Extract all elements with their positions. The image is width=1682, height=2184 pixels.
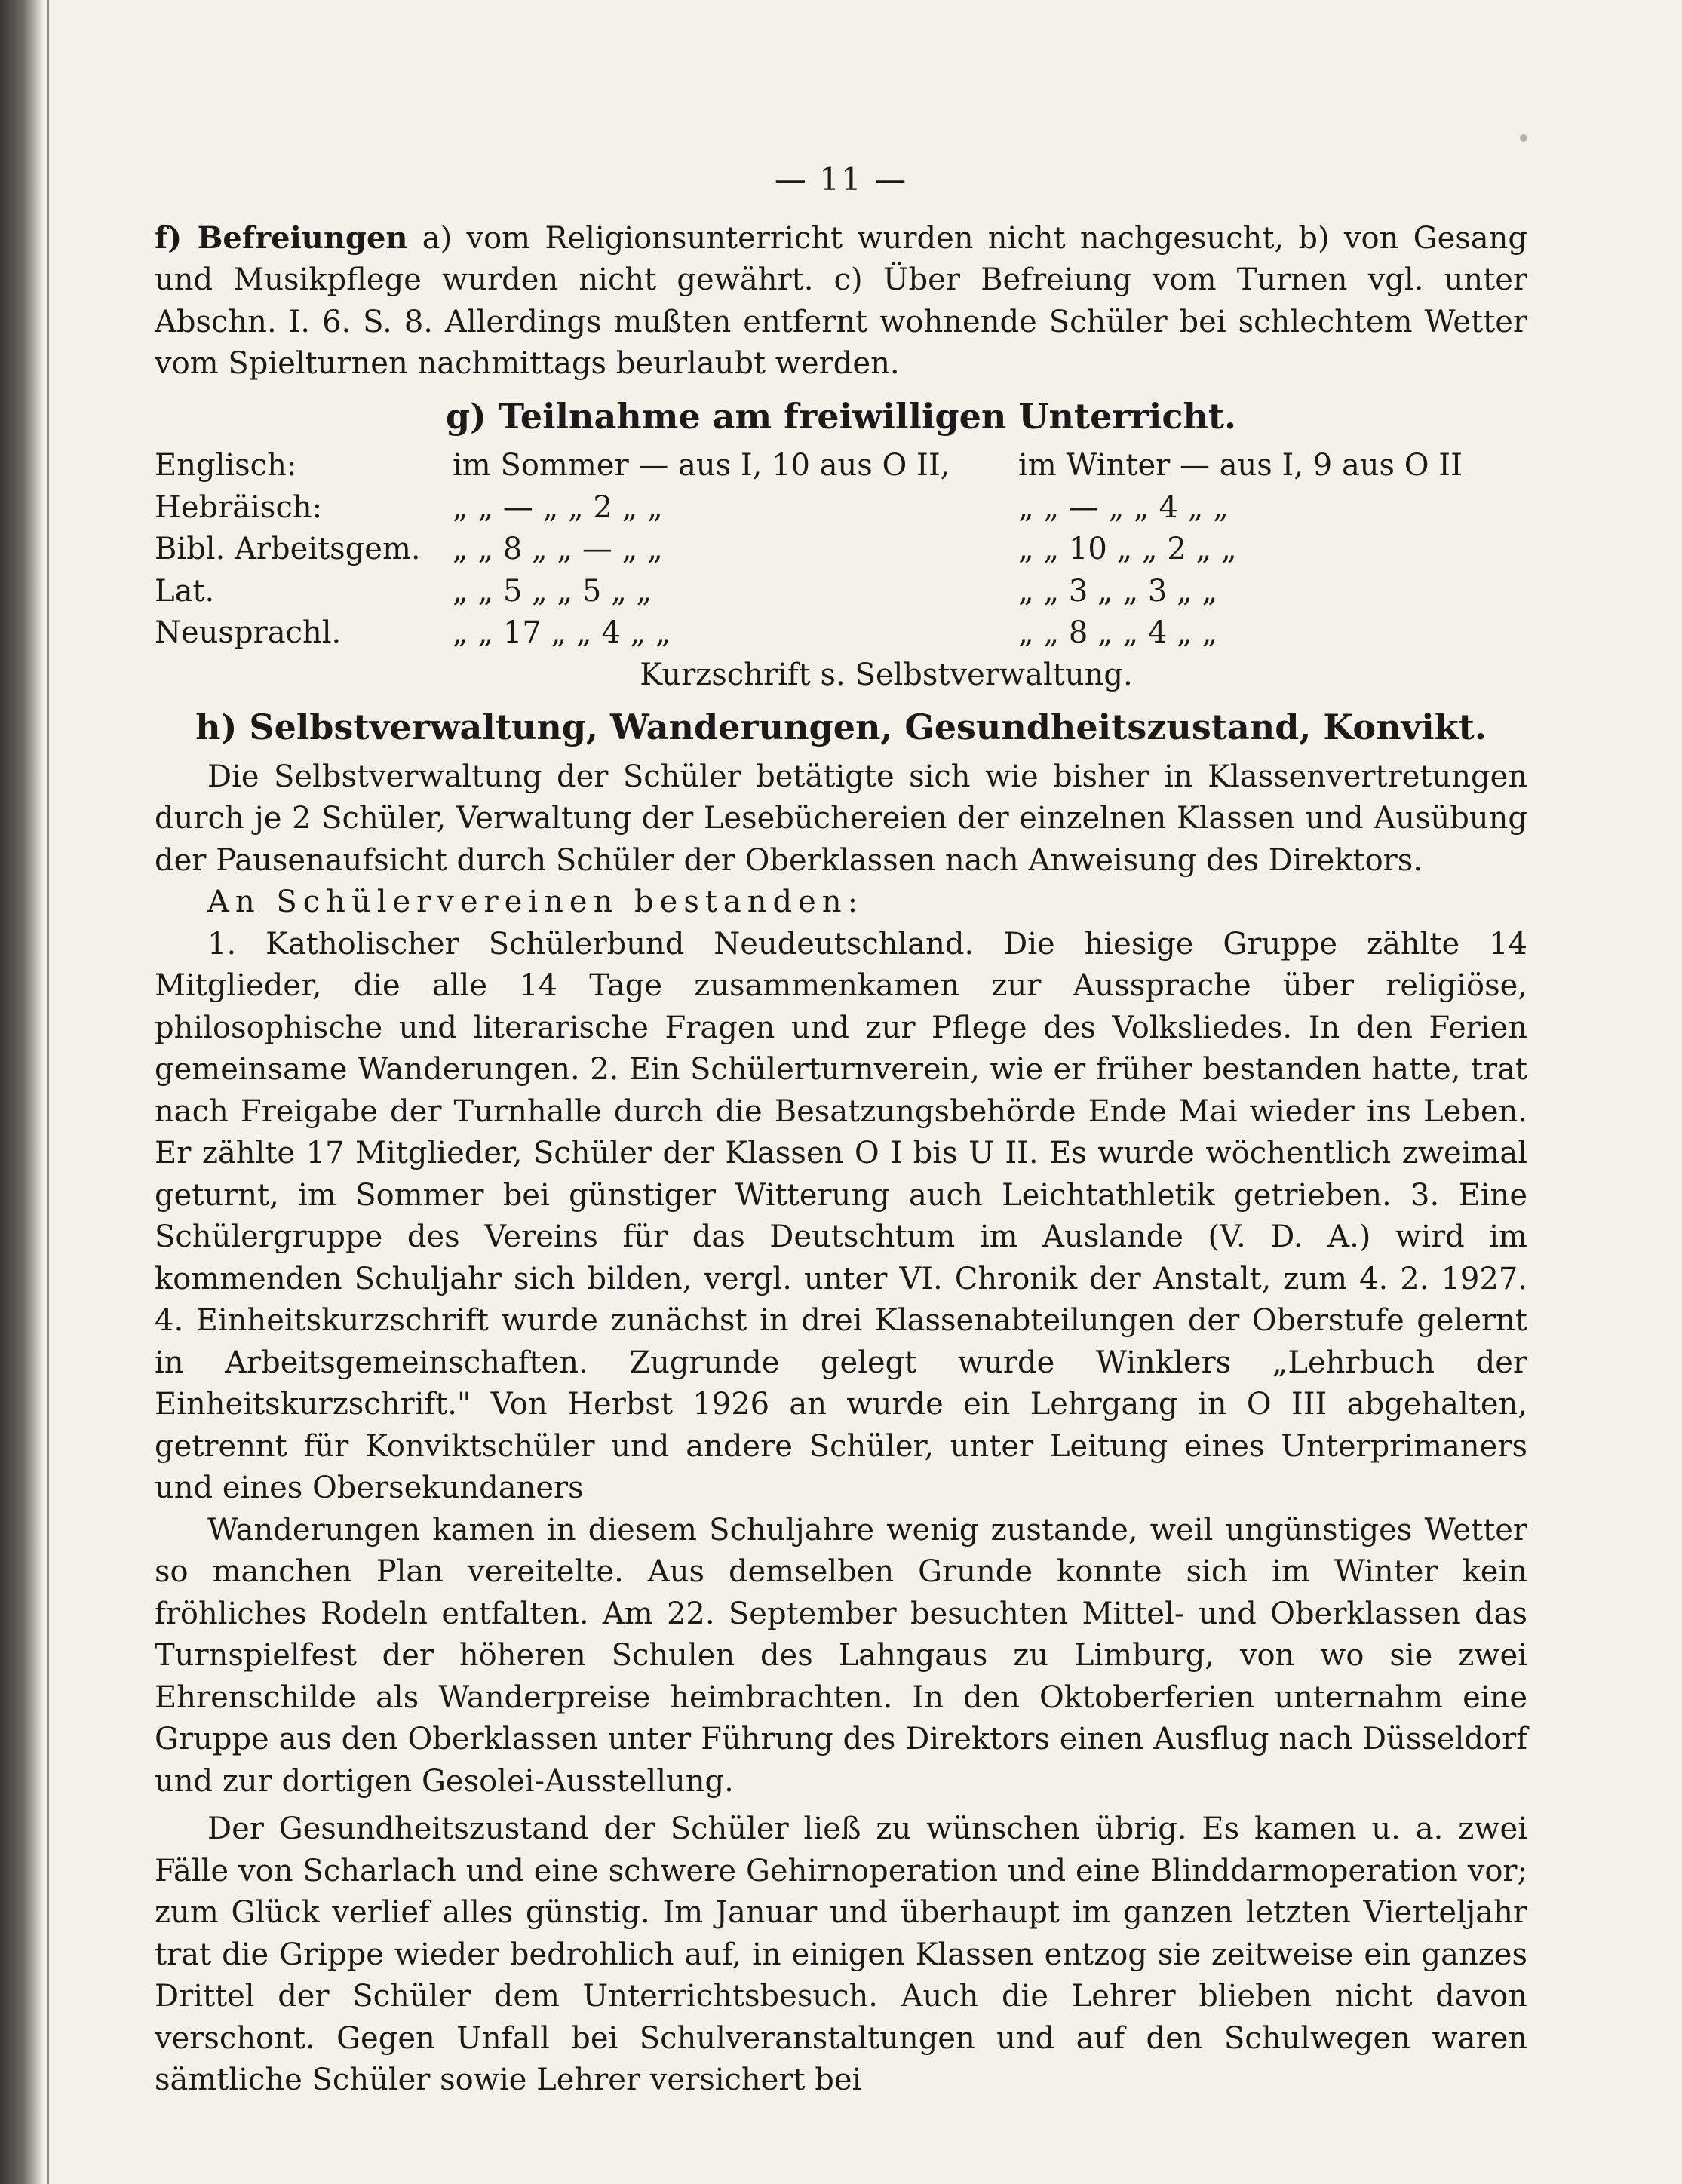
self-administration-paragraph: Die Selbstverwaltung der Schüler betätigte sich wie bisher in Klassenvertretungen durch je 2 Schüler, Verwaltung der Lesebüchereien der einzelnen Klassen und Ausübung der Pausenaufsicht durch Schüler der Oberklassen nach Anweisung des Direktors.	[155, 759, 1527, 878]
winter-cell: im Winter — aus I, 9 aus O II	[1018, 448, 1463, 483]
hiking-paragraph: Wanderungen kamen in diesem Schuljahre wenig zustande, weil ungünstiges Wetter so manchen Plan vereitelte. Aus demselben Grunde konnte sich im Winter kein fröhliches Rodeln entfalten. Am 22. September besuchten Mittel- und Oberklassen das Turnspielfest der höheren Schulen des Lahngaus zu Limburg, von wo sie zwei Ehrenschilde als Wanderpreise heimbrachten. In den Oktoberferien unternahm eine Gruppe aus den Oberklassen unter Führung des Direktors einen Ausflug nach Düsseldorf und zur dortigen Gesolei-Ausstellung.	[155, 1512, 1527, 1799]
table-row	[155, 571, 1527, 613]
student-clubs-heading: An Schülervereinen bestanden:	[207, 885, 864, 919]
winter-cell: „ „ 8 „ „ 4 „ „	[1018, 615, 1218, 650]
summer-cell: „ „ 17 „ „ 4 „ „	[453, 615, 671, 650]
winter-cell: „ „ 10 „ „ 2 „ „	[1018, 532, 1237, 566]
book-binding-shadow	[0, 0, 44, 2184]
paper-spot	[1520, 134, 1527, 142]
health-paragraph: Der Gesundheitszustand der Schüler ließ zu wünschen übrig. Es kamen u. a. zwei Fälle von Scharlach und eine schwere Gehirnoperation und eine Blinddarmoperation vor; zum Glück verlief alles günstig. Im Januar und überhaupt im ganzen letzten Vierteljahr trat die Grippe wieder bedrohlich auf, in einigen Klassen entzog sie zeitweise ein ganzes Drittel der Schüler dem Unterrichtsbesuch. Auch die Lehrer blieben nicht davon verschont. Gegen Unfall bei Schulveranstaltungen und auf den Schulwegen waren sämtliche Schüler sowie Lehrer versichert bei	[155, 1811, 1527, 2097]
summer-cell: „ „ 5 „ „ 5 „ „	[453, 573, 652, 609]
subject-cell: Lat.	[155, 573, 215, 609]
binding-edge	[47, 0, 49, 2184]
student-clubs-paragraph: 1. Katholischer Schülerbund Neudeutschland. Die hiesige Gruppe zählte 14 Mitglieder, die alle 14 Tage zusammenkamen zur Aussprache über religiöse, philosophische und literarische Fragen und zur Pflege des Volksliedes. In den Ferien gemeinsame Wanderungen. 2. Ein Schülerturnverein, wie er früher bestanden hatte, trat nach Freigabe der Turnhalle durch die Besatzungsbehörde Ende Mai wieder ins Leben. Er zählte 17 Mitglieder, Schüler der Klassen O I bis U II. Es wurde wöchentlich zweimal geturnt, im Sommer bei günstiger Witterung auch Leichtathletik getrieben. 3. Eine Schülergruppe des Vereins für das Deutschtum im Auslande (V. D. A.) wird im kommenden Schuljahr sich bilden, vergl. unter VI. Chronik der Anstalt, zum 4. 2. 1927. 4. Einheitskurzschrift wurde zunächst in drei Klassenabteilungen der Oberstufe gelernt in Arbeitsgemeinschaften. Zugrunde gelegt wurde Winklers „Lehrbuch der Einheitskurzschrift." Von Herbst 1926 an wurde ein Lehrgang in O III abgehalten, getrennt für Konviktschüler und andere Schüler, unter Leitung eines Unterprimaners und eines Obersekundaners	[155, 926, 1527, 1505]
subject-cell: Neusprachl.	[155, 615, 342, 650]
table-row	[155, 445, 1527, 487]
section-f-text: a) vom Religionsunterricht wurden nicht nachgesucht, b) von Gesang und Musikpflege wurden nicht gewährt. c) Über Befreiung vom Turnen vgl. unter Abschn. I. 6. S. 8. Allerdings mußten entfernt wohnende Schüler bei schlechtem Wetter vom Spielturnen nachmittags beurlaubt werden.	[155, 220, 1528, 381]
subject-cell: Bibl. Arbeitsgem.	[155, 532, 421, 566]
section-f-label: f) Befreiungen	[155, 219, 408, 256]
table-row	[155, 529, 1527, 571]
winter-cell: „ „ — „ „ 4 „ „	[1018, 489, 1229, 525]
page-number: — 11 —	[774, 161, 908, 198]
shorthand-note: Kurzschrift s. Selbstverwaltung.	[640, 657, 1133, 692]
summer-cell: im Sommer — aus I, 10 aus O II,	[453, 448, 950, 483]
section-h-heading: h) Selbstverwaltung, Wanderungen, Gesundheitszustand, Konvikt.	[195, 707, 1487, 747]
table-row	[155, 612, 1527, 655]
winter-cell: „ „ 3 „ „ 3 „ „	[1018, 573, 1218, 609]
document-page	[155, 158, 1527, 2102]
table-row	[155, 487, 1527, 529]
section-g-heading: g) Teilnahme am freiwilligen Unterricht.	[445, 395, 1237, 437]
summer-cell: „ „ — „ „ 2 „ „	[453, 489, 663, 525]
section-f	[155, 217, 1527, 385]
subject-cell: Hebräisch:	[155, 489, 323, 525]
subject-cell: Englisch:	[155, 448, 297, 483]
participation-table	[155, 445, 1527, 655]
summer-cell: „ „ 8 „ „ — „ „	[453, 532, 663, 566]
